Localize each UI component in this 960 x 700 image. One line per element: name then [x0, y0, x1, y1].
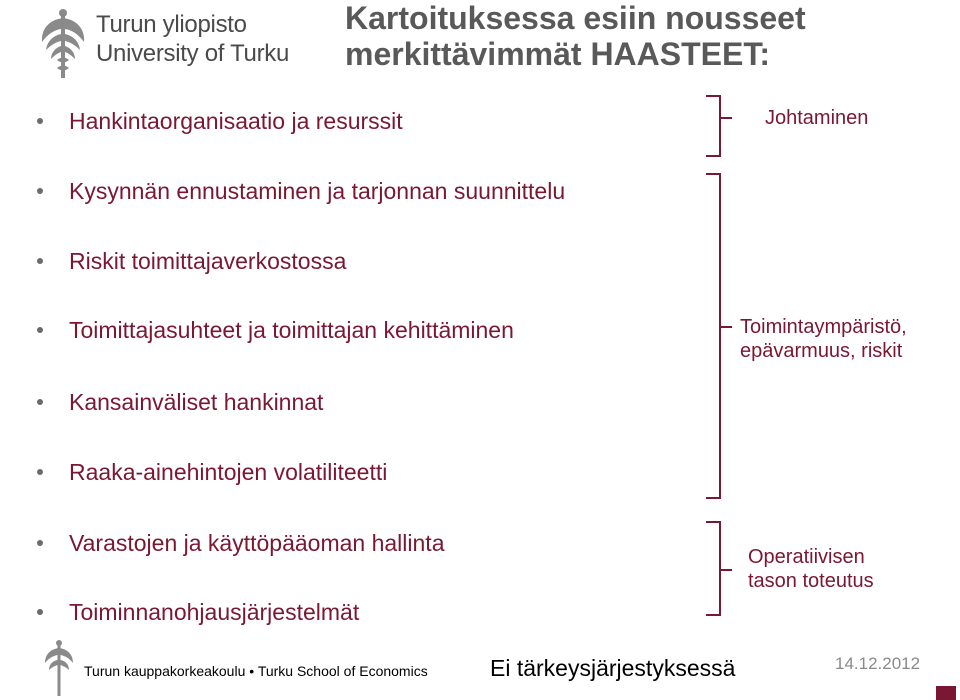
list-item	[37, 598, 359, 626]
school-name	[84, 663, 428, 679]
bullet-icon	[37, 188, 43, 194]
school-emblem-icon	[42, 640, 76, 696]
list-item-text: Varastojen ja käyttöpääoman hallinta	[69, 530, 445, 556]
group-label-leadership: Johtaminen	[765, 107, 869, 129]
footer-separator: •	[249, 663, 255, 679]
list-item-text: Kysynnän ennustaminen ja tarjonnan suunnittelu	[69, 178, 566, 204]
bullet-icon	[37, 258, 43, 264]
list-item-text: Toimittajasuhteet ja toimittajan kehittäminen	[69, 317, 514, 343]
list-item	[37, 107, 403, 135]
list-item	[37, 529, 444, 557]
bullet-icon	[37, 609, 43, 615]
list-item	[37, 177, 565, 205]
logo-line-en: University of Turku	[96, 40, 290, 67]
school-name-fi: Turun kauppakorkeakoulu	[84, 663, 246, 679]
list-item	[37, 458, 387, 486]
list-item-text: Hankintaorganisaatio ja resurssit	[69, 108, 403, 134]
group-label-operations-line-2: tason toteutus	[748, 570, 874, 592]
bullet-icon	[37, 469, 43, 475]
bullet-icon	[37, 118, 43, 124]
group-label-environment-line-1: Toimintaympäristö,	[740, 316, 907, 338]
title-line-1: Kartoituksessa esiin nousseet	[345, 0, 806, 36]
group-label-environment	[740, 315, 907, 363]
group-label-environment-line-2: epävarmuus, riskit	[740, 340, 903, 362]
slide-title	[345, 0, 955, 72]
bullet-icon	[37, 327, 43, 333]
group-label-operations-line-1: Operatiivisen	[748, 546, 865, 568]
university-emblem-icon	[38, 8, 88, 80]
list-item	[37, 247, 346, 275]
list-item-text: Riskit toimittajaverkostossa	[69, 248, 347, 274]
bullet-icon	[37, 399, 43, 405]
group-label-operations	[748, 545, 874, 593]
footer-note: Ei tärkeysjärjestyksessä	[490, 655, 736, 681]
school-name-en: Turku School of Economics	[257, 663, 428, 679]
bullet-icon	[37, 540, 43, 546]
logo-line-fi: Turun yliopisto	[96, 11, 247, 38]
bracket-leadership	[706, 96, 732, 156]
list-item	[37, 388, 323, 416]
slide-date: 14.12.2012	[835, 654, 921, 673]
university-logo-text	[96, 10, 289, 68]
list-item-text: Raaka-ainehintojen volatiliteetti	[69, 459, 388, 485]
title-line-2: merkittävimmät HAASTEET:	[345, 36, 770, 72]
bracket-operations	[706, 522, 732, 615]
list-item	[37, 316, 514, 344]
list-item-text: Kansainväliset hankinnat	[69, 389, 324, 415]
bracket-environment	[706, 174, 732, 498]
list-item-text: Toiminnanohjausjärjestelmät	[69, 599, 360, 625]
accent-square	[936, 686, 956, 700]
